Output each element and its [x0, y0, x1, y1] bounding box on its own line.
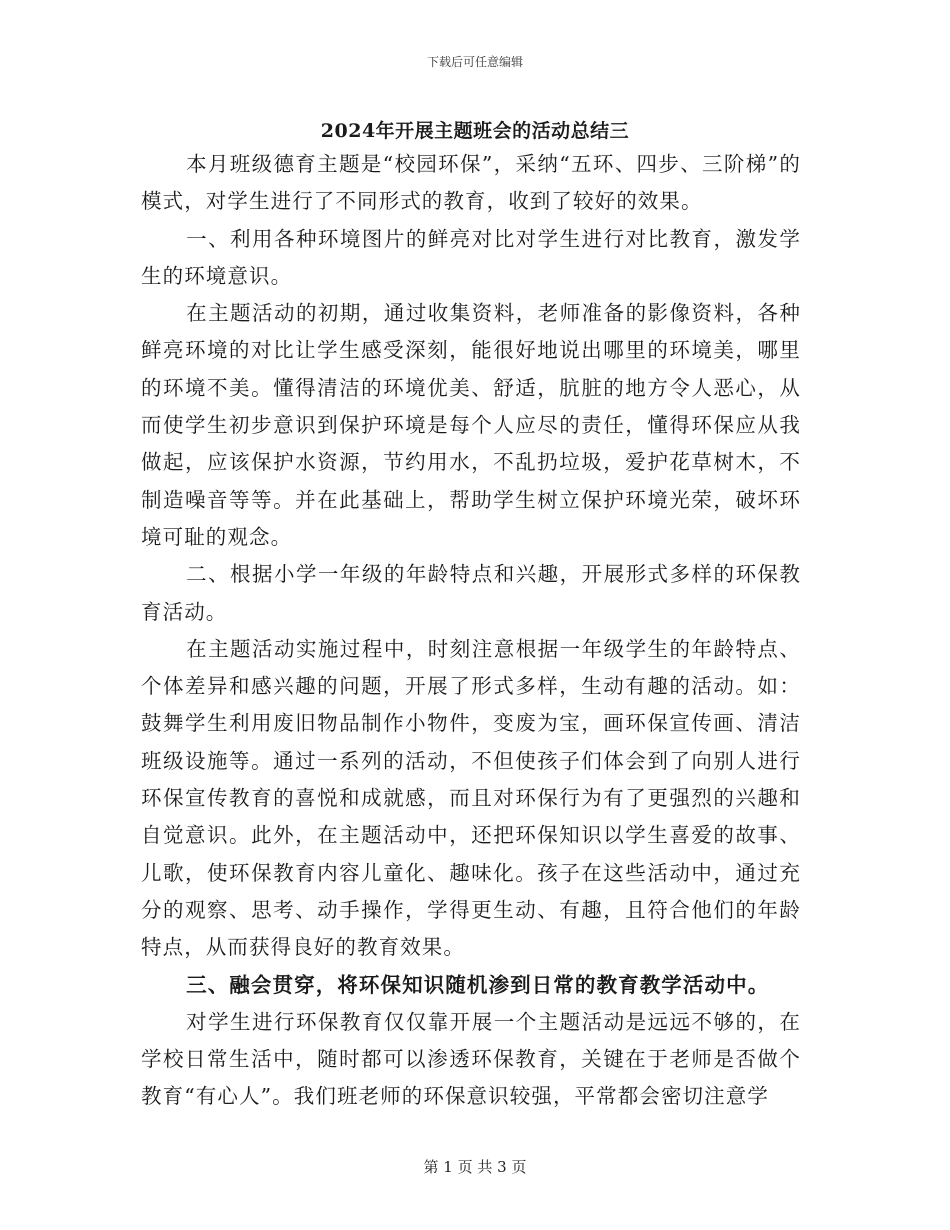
section-heading-1: 一、利用各种环境图片的鲜亮对比对学生进行对比教育，激发学生的环境意识。 — [141, 226, 801, 288]
section-heading-2: 二、根据小学一年级的年龄特点和兴趣，开展形式多样的环保教育活动。 — [141, 562, 801, 624]
paragraph-intro: 本月班级德育主题是“校园环保”，采纳“五环、四步、三阶梯”的模式，对学生进行了不同形式的教育，收到了较好的效果。 — [141, 152, 801, 214]
page-number-footer: 第 1 页 共 3 页 — [423, 1158, 527, 1176]
section-heading-3: 三、融会贯穿，将环保知识随机渗到日常的教育教学活动中。 — [186, 972, 770, 997]
document-body — [141, 146, 801, 1116]
document-title: 2024年开展主题班会的活动总结三 — [320, 120, 630, 142]
header-note: 下载后可任意编辑 — [426, 55, 523, 69]
paragraph-section-2: 在主题活动实施过程中，时刻注意根据一年级学生的年龄特点、个体差异和感兴趣的问题，开展了形式多样，生动有趣的活动。如：鼓舞学生利用废旧物品制作小物件，变废为宝，画环保宣传画、清洁班级设施等。通过一系列的活动，不但使孩子们体会到了向别人进行环保宣传教育的喜悦和成就感，而且对环保行为有了更强烈的兴趣和自觉意识。此外，在主题活动中，还把环保知识以学生喜爱的故事、儿歌，使环保教育内容儿童化、趣味化。孩子在这些活动中，通过充分的观察、思考、动手操作，学得更生动、有趣，且符合他们的年龄特点，从而获得良好的教育效果。 — [141, 636, 801, 960]
paragraph-section-1: 在主题活动的初期，通过收集资料，老师准备的影像资料，各种鲜亮环境的对比让学生感受深刻，能很好地说出哪里的环境美，哪里的环境不美。懂得清洁的环境优美、舒适，肮脏的地方令人恶心，从而使学生初步意识到保护环境是每个人应尽的责任，懂得环保应从我做起，应该保护水资源，节约用水，不乱扔垃圾，爱护花草树木，不制造噪音等等。并在此基础上，帮助学生树立保护环境光荣，破坏环境可耻的观念。 — [141, 301, 801, 549]
paragraph-section-3: 对学生进行环保教育仅仅靠开展一个主题活动是远远不够的，在学校日常生活中，随时都可以渗透环保教育，关键在于老师是否做个教育“有心人”。我们班老师的环保意识较强，平常都会密切注意学 — [141, 1009, 801, 1109]
